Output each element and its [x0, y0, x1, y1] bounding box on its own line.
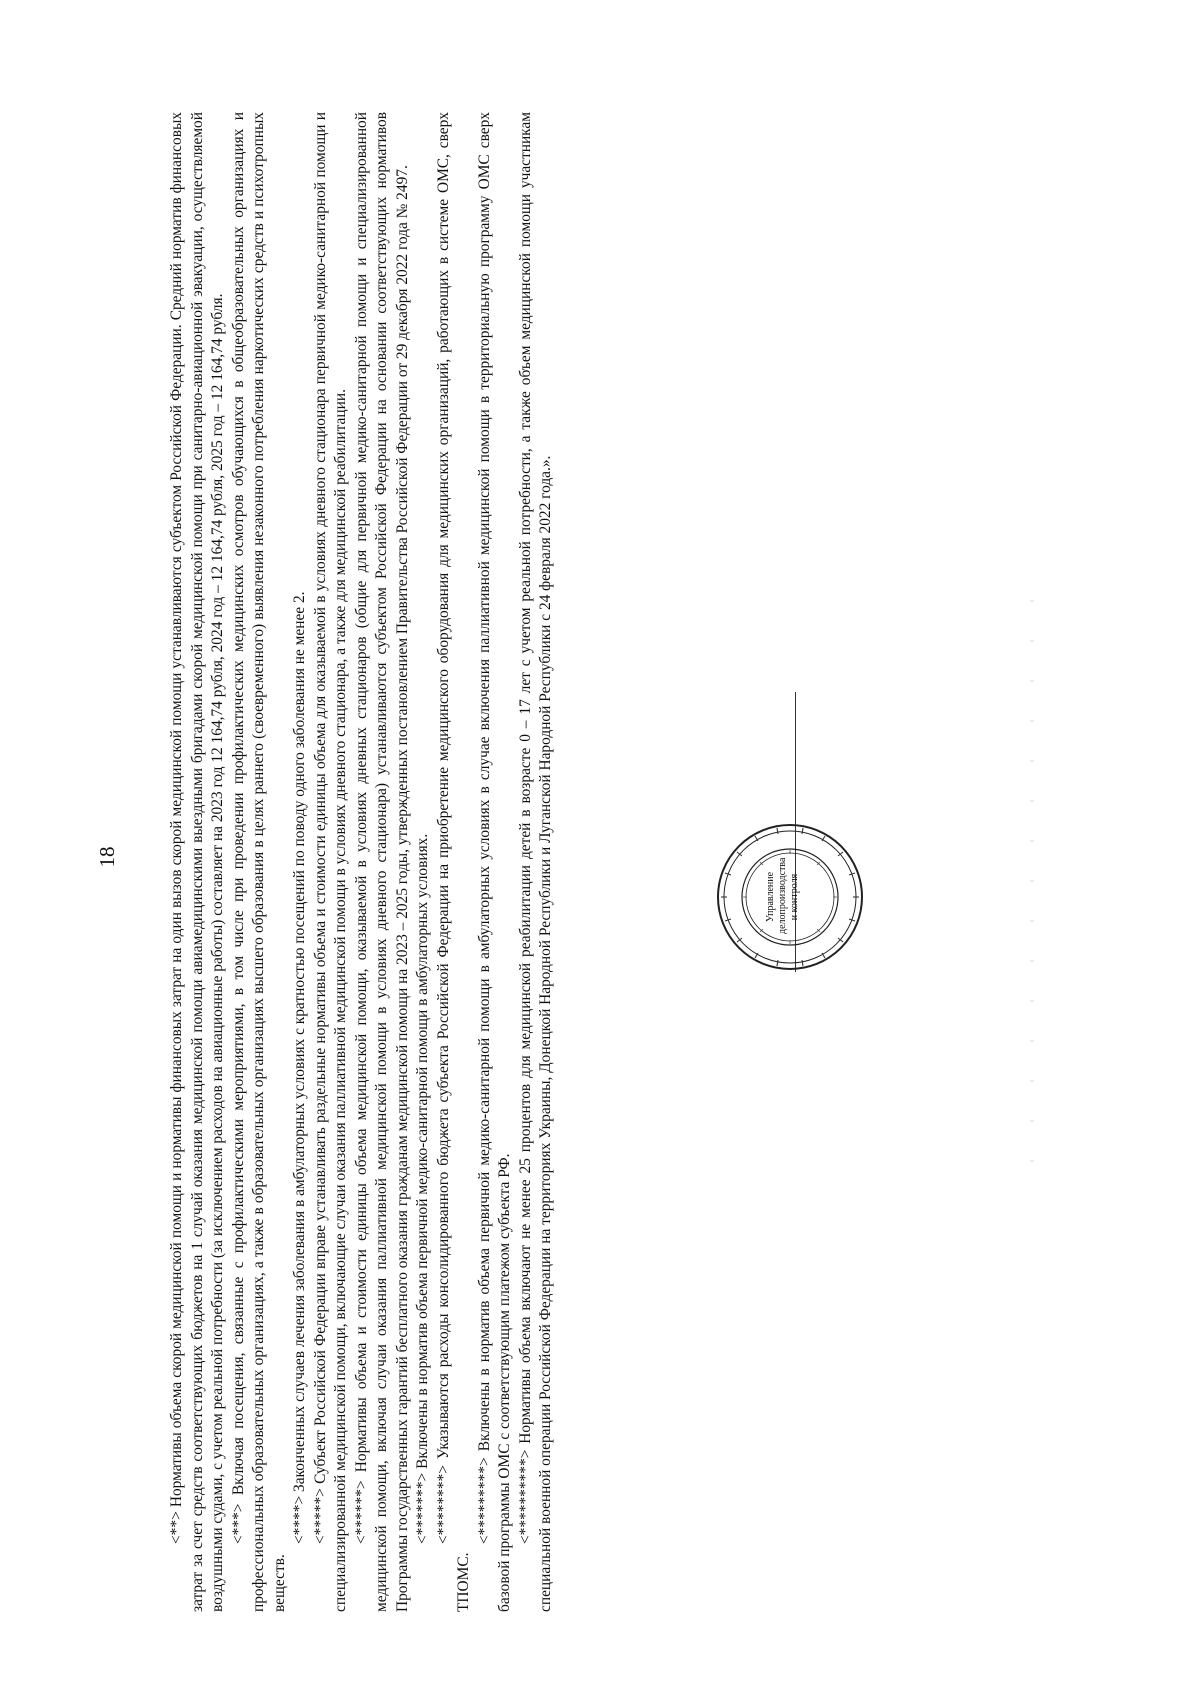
footnote-text: Включая посещения, связанные с профилактическими мероприятиями, в том числе при проведении профилактических медицинских осмотров обучающихся в общеобразовательных организациях и профессиональных образовательных организациях, а также в образовательных организациях высшего образования в целях раннего (своевременного) выявления незаконного потребления наркотических средств и психотропных веществ.: [229, 112, 288, 1612]
footnote-9: [516, 112, 557, 1612]
footnote-mark: <****>: [291, 1495, 308, 1544]
footnote-text: Нормативы объема скорой медицинской помощи и нормативы финансовых затрат на один вызов скорой медицинской помощи устанавливаются субъектом Российской Федерации. Средний норматив финансовых затрат за счет средств соответствующих бюджетов на 1 случай оказания медицинской помощи авиамедицинскими выездными бригадами скорой медицинской помощи при санитарно-авиационной эвакуации, осуществляемой воздушными судами, с учетом реальной потребности (за исключением расходов на авиационные работы) составляет на 2023 год 12 164,74 рубля, 2024 год – 12 164,74 рубля, 2025 год – 12 164,74 рубля.: [168, 112, 226, 1612]
footnote-1: [167, 112, 229, 1612]
footnote-text: Указываются расходы консолидированного бюджета субъекта Российской Федерации на приобретение медицинского оборудования для медицинских организаций, работающих в системе ОМС, сверх ТПОМС.: [434, 112, 472, 1612]
stamp-inner-text: [765, 857, 801, 934]
footnote-mark: <**>: [168, 1511, 185, 1544]
footnote-text: Субъект Российской Федерации вправе устанавливать раздельные нормативы объема и стоимости единицы объема для оказываемой в условиях дневного стационара первичной медико-санитарной помощи и специализированной медицинской помощи, включающие случаи оказания паллиативной медицинской помощи в условиях дневного стационара, а также для медицинской реабилитации.: [311, 112, 349, 1612]
footnote-text: Нормативы объема включают не менее 25 процентов для медицинской реабилитации детей в возрасте 0 – 17 лет с учетом реальной потребности, а также объем медицинской помощи участникам специальной военной операции Российской Федерации на территориях Украины, Донецкой Народной Республики и Луганской Народной Республики с 24 февраля 2022 года.».: [516, 112, 554, 1612]
footnote-text: Включены в норматив объема первичной медико-санитарной помощи в амбулаторных условиях.: [414, 833, 431, 1473]
footnote-7: [434, 112, 475, 1612]
stamp-line: делопроизводства: [777, 857, 788, 934]
footnote-3: [290, 112, 311, 1612]
footnote-8: [475, 112, 516, 1612]
footnote-mark: <*********>: [475, 1457, 493, 1544]
footnotes-section: [167, 112, 557, 1612]
footnote-text: Законченных случаев лечения заболевания в амбулаторных условиях с кратностью посещений по поводу одного заболевания не менее 2.: [291, 591, 308, 1496]
official-stamp: [715, 822, 865, 972]
footnote-5: [352, 112, 414, 1612]
footnote-text: Включены в норматив объема первичной медико-санитарной помощи в амбулаторных условиях в случае включения паллиативной медицинской помощи в территориальную программу ОМС сверх базовой программы ОМС с соответствующим платежом субъекта РФ.: [475, 112, 513, 1612]
footnote-text: Нормативы объема и стоимости единицы объема медицинской помощи, оказываемой в условиях дневных стационаров (общие для первичной медико-санитарной помощи и специализированной медицинской помощи, включая случаи оказания паллиативной медицинской помощи в условиях дневного стационара) устанавливаются субъектом Российской Федерации на основании соответствующих нормативов Программы государственных гарантий бесплатного оказания гражданам медицинской помощи на 2023 – 2025 годы, утвержденных постановлением Правительства Российской Федерации от 29 декабря 2022 года № 2497.: [352, 112, 411, 1612]
footnote-2: [229, 112, 291, 1612]
footnote-mark: <***>: [229, 1503, 247, 1544]
scan-artifacts: [1030, 600, 1034, 1200]
footnote-mark: <**********>: [516, 1449, 534, 1544]
footnote-6: [413, 112, 434, 1612]
stamp-line: Управление: [765, 871, 776, 923]
rotated-page-content: [95, 102, 1155, 1612]
footnote-mark: <*****>: [311, 1488, 329, 1544]
page-number: 18: [95, 846, 119, 868]
footnote-mark: <*******>: [414, 1472, 431, 1544]
footnote-mark: <******>: [352, 1480, 370, 1544]
footnote-mark: <********>: [434, 1465, 452, 1544]
footnote-4: [311, 112, 352, 1612]
stamp-line: и контроля: [789, 873, 800, 921]
